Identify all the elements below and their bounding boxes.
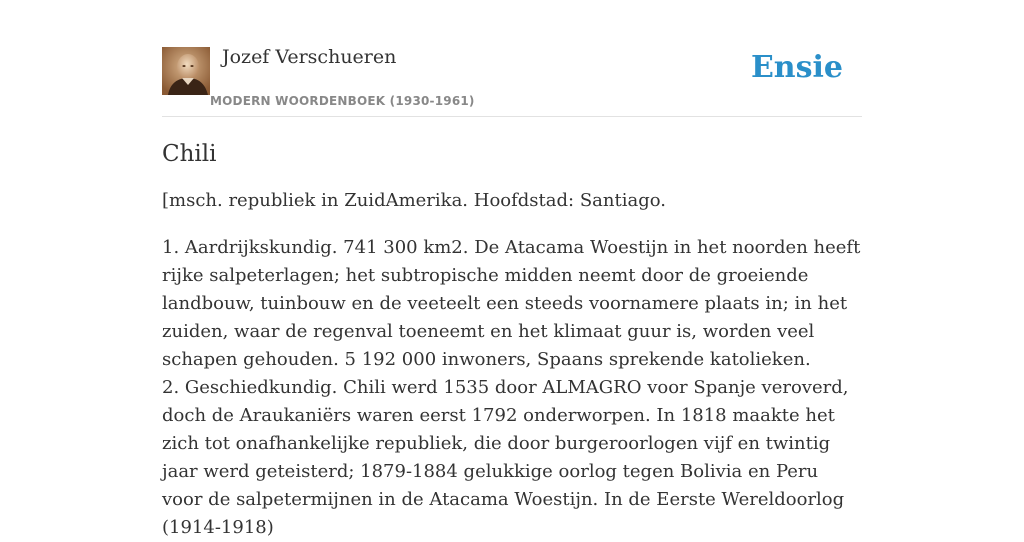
entry-paragraph: 2. Geschiedkundig. Chili werd 1535 door ALMAGRO voor Spanje veroverd, doch de Araukaniërs waren eerst 1792 onderworpen. In 1818 maakte het zich tot onafhankelijke republiek, die door burgeroorlogen vijf en twintig jaar werd geteisterd; 1879-1884 gelukkige oorlog tegen Bolivia en Peru voor de salpetermijnen in de Atacama Woestijn. In de Eerste Wereldoorlog (1914-1918) [162,377,849,538]
ensie-logo[interactable]: Ensie [750,50,843,85]
entry-intro: [msch. republiek in ZuidAmerika. Hoofdstad: Santiago. [162,190,666,211]
author-name[interactable]: Jozef Verschueren [222,46,397,68]
entry-header [162,44,862,117]
entry-content [162,138,862,542]
entry-title: Chili [162,141,217,167]
source-label[interactable]: MODERN WOORDENBOEK (1930-1961) [210,94,475,108]
author-portrait-icon [162,47,210,95]
author-avatar[interactable] [162,47,210,95]
entry-paragraph: 1. Aardrijkskundig. 741 300 km2. De Atacama Woestijn in het noorden heeft rijke salpeterlagen; het subtropische midden neemt door de groeiende landbouw, tuinbouw en de veeteelt een steeds voornamere plaats in; in het zuiden, waar de regenval toeneemt en het klimaat guur is, worden veel schapen gehouden. 5 192 000 inwoners, Spaans sprekende katolieken. [162,237,861,370]
